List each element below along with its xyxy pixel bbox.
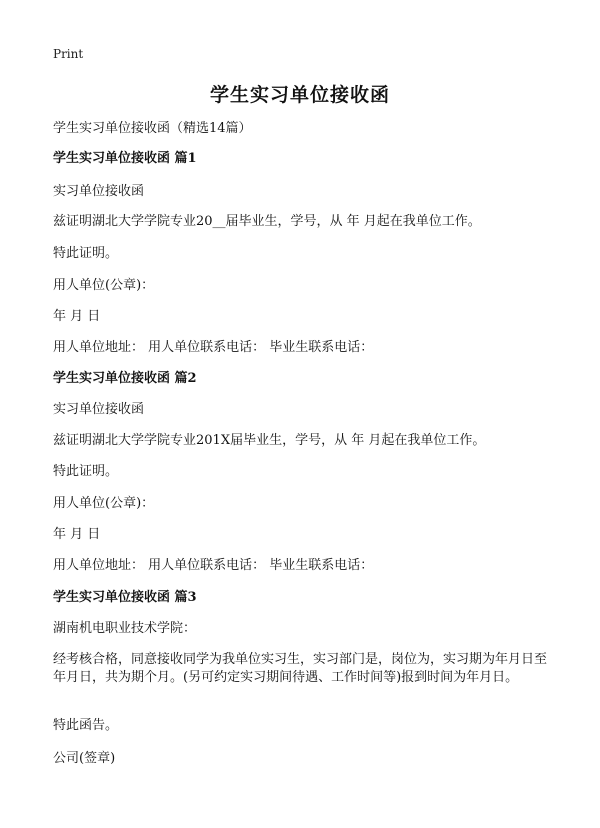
section-3-line-4: 公司(签章) [53,751,116,766]
section-1-heading: 学生实习单位接收函 篇1 [53,151,197,166]
section-1-line-3: 特此证明。 [53,246,119,261]
section-2-line-4: 用人单位(公章)： [53,496,155,511]
print-link[interactable]: Print [53,47,84,61]
section-3-line-3: 特此函告。 [53,718,119,733]
section-1-line-4: 用人单位(公章)： [53,278,155,293]
section-3-line-2: 经考核合格，同意接收同学为我单位实习生，实习部门是，岗位为，实习期为年月日至年月日，共为期个月。(另可约定实习期间待遇、工作时间等)报到时间为年月日。 [53,652,548,685]
section-2-line-3: 特此证明。 [53,464,119,479]
page-title: 学生实习单位接收函 [209,84,390,106]
section-2-heading: 学生实习单位接收函 篇2 [53,371,197,386]
section-2-line-2: 兹证明湖北大学学院专业201X届毕业生，学号，从 年 月起在我单位工作。 [53,433,486,448]
section-1-line-6: 用人单位地址： 用人单位联系电话： 毕业生联系电话： [53,340,374,355]
section-2-line-1: 实习单位接收函 [53,402,145,417]
section-3-heading: 学生实习单位接收函 篇3 [53,590,197,605]
section-1-line-2: 兹证明湖北大学学院专业20__届毕业生，学号，从 年 月起在我单位工作。 [53,214,481,229]
section-1-line-5: 年 月 日 [53,309,101,324]
section-3-line-1: 湖南机电职业技术学院： [53,621,197,636]
section-2-line-6: 用人单位地址： 用人单位联系电话： 毕业生联系电话： [53,558,374,573]
section-2-line-5: 年 月 日 [53,527,101,542]
section-1-line-1: 实习单位接收函 [53,184,145,199]
document-subtitle: 学生实习单位接收函（精选14篇） [53,121,252,136]
